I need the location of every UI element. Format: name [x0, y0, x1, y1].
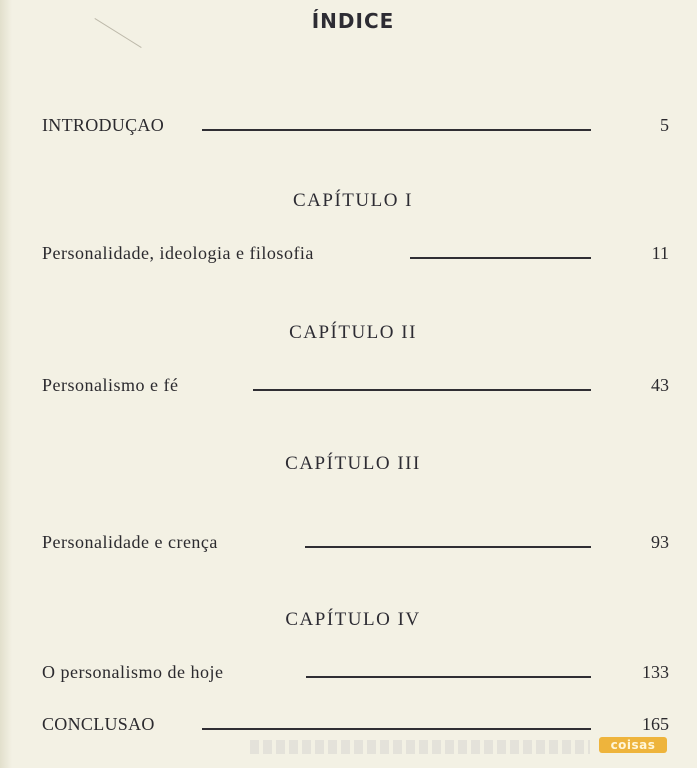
toc-leader-line	[253, 389, 591, 391]
toc-entry-chapter-3	[42, 532, 669, 556]
watermark-logo: coisas	[599, 737, 667, 753]
toc-entry-label: Personalismo e fé	[42, 375, 179, 395]
page-title: ÍNDICE	[311, 9, 395, 33]
toc-entry-chapter-4	[42, 662, 669, 686]
toc-leader-line	[306, 676, 591, 678]
page-edge-shadow	[0, 0, 12, 768]
toc-entry-conclusao	[42, 714, 669, 738]
toc-leader-line	[410, 257, 591, 259]
toc-page-number: 43	[651, 375, 669, 395]
toc-leader-line	[202, 728, 591, 730]
show-through-text	[250, 740, 590, 754]
chapter-heading-3: CAPÍTULO III	[285, 453, 421, 474]
toc-leader-line	[202, 129, 591, 131]
toc-page-number: 11	[651, 243, 669, 263]
chapter-heading-2: CAPÍTULO II	[289, 322, 417, 343]
toc-entry-label: O personalismo de hoje	[42, 662, 224, 682]
chapter-heading-1: CAPÍTULO I	[292, 190, 414, 211]
chapter-heading-4: CAPÍTULO IV	[285, 609, 421, 630]
toc-entry-label: CONCLUSAO	[42, 714, 155, 734]
toc-page-number: 5	[660, 115, 669, 135]
toc-entry-label: INTRODUÇAO	[42, 115, 164, 135]
toc-page-number: 93	[651, 532, 669, 552]
toc-entry-chapter-1	[42, 243, 669, 267]
toc-entry-label: Personalidade e crença	[42, 532, 218, 552]
toc-entry-chapter-2	[42, 375, 669, 399]
toc-page-number: 133	[642, 662, 669, 682]
toc-leader-line	[305, 546, 591, 548]
toc-entry-introducao	[42, 115, 669, 139]
toc-page-number: 165	[642, 714, 669, 734]
toc-entry-label: Personalidade, ideologia e filosofia	[42, 243, 314, 263]
